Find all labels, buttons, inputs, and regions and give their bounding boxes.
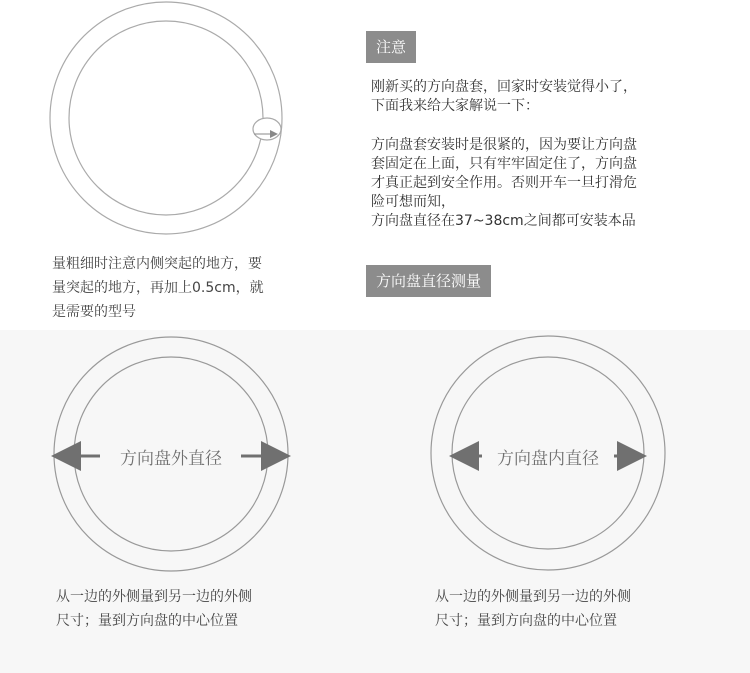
- inner-diameter-label: 方向盘内直径: [497, 449, 599, 469]
- caption-line: 是需要的型号: [52, 304, 136, 320]
- top-ring-bump: [253, 118, 281, 140]
- caption-line: 尺寸；量到方向盘的中心位置: [56, 613, 238, 629]
- notice-tag: 注意: [366, 31, 416, 63]
- notice-line: 险可想而知，: [371, 194, 455, 210]
- caption-line: 从一边的外侧量到另一边的外侧: [435, 589, 631, 605]
- caption-line: 量突起的地方，再加上0.5cm，就: [52, 280, 264, 296]
- notice-line: 刚新买的方向盘套，回家时安装觉得小了，: [371, 79, 637, 95]
- outer-diameter-caption: [56, 585, 252, 633]
- top-ring-inner: [69, 21, 263, 215]
- notice-line: 套固定在上面，只有牢牢固定住了，方向盘: [371, 156, 637, 172]
- inner-diameter-caption: [435, 585, 631, 633]
- notice-text: [371, 78, 637, 116]
- caption-line: 量粗细时注意内侧突起的地方，要: [52, 256, 262, 272]
- outer-diameter-label: 方向盘外直径: [120, 449, 222, 469]
- notice-detail-text: [371, 136, 637, 231]
- caption-line: 从一边的外侧量到另一边的外侧: [56, 589, 252, 605]
- notice-line: 方向盘套安装时是很紧的，因为要让方向盘: [371, 137, 637, 153]
- top-ring-caption: [52, 252, 264, 324]
- caption-line: 尺寸；量到方向盘的中心位置: [435, 613, 617, 629]
- top-ring: [50, 2, 282, 234]
- notice-line: 下面我来给大家解说一下：: [371, 98, 539, 114]
- notice-line: 方向盘直径在37~38cm之间都可安装本品: [371, 213, 636, 229]
- top-ring-outer: [50, 2, 282, 234]
- notice-line: 才真正起到安全作用。否则开车一旦打滑危: [371, 175, 637, 191]
- measure-tag: 方向盘直径测量: [366, 265, 491, 297]
